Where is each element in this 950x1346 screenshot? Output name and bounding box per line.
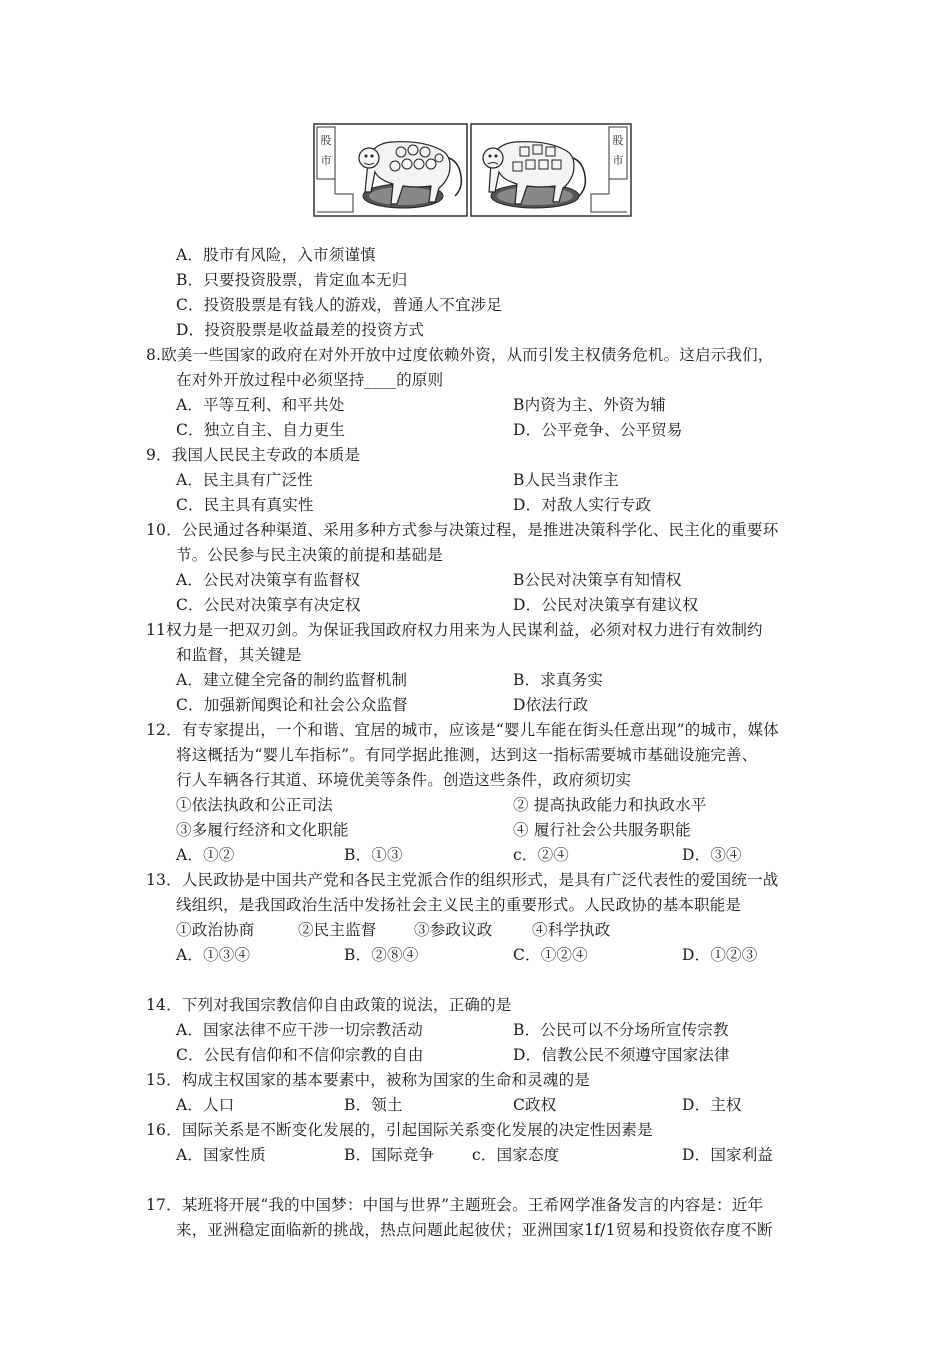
q14-option-c: C．公民有信仰和不信仰宗教的自由 [176, 1046, 424, 1064]
q14-option-b: B．公民可以不分场所宣传宗教 [513, 1021, 729, 1039]
q13-stem-line1: 13．人民政协是中国共产党和各民主党派合作的组织形式，是具有广泛代表性的爱国统一战 [146, 871, 779, 889]
q14-option-d: D．信教公民不须遵守国家法律 [513, 1046, 730, 1064]
q9-option-d: D．对敌人实行专政 [513, 496, 652, 514]
q12-stem-line3: 行人车辆各行其道、环境优美等条件。创造这些条件，政府须切实 [176, 771, 632, 789]
q16-option-b: B．国际竞争 [344, 1146, 435, 1164]
q16-option-c: c．国家态度 [472, 1146, 560, 1164]
q13-statement-4: ④科学执政 [532, 921, 611, 939]
q12-option-a: A．①② [176, 846, 235, 864]
stock-market-cartoon [313, 122, 633, 218]
q9-option-a: A．民主具有广泛性 [176, 471, 313, 489]
q13-stem-line2: 线组织，是我国政治生活中发扬社会主义民主的重要形式。人民政协的基本职能是 [176, 896, 742, 914]
q9-option-c: C．民主具有真实性 [176, 496, 314, 514]
q15-stem: 15．构成主权国家的基本要素中，被称为国家的生命和灵魂的是 [146, 1071, 591, 1089]
q14-stem: 14．下列对我国宗教信仰自由政策的说法，正确的是 [146, 996, 512, 1014]
q17-stem-line2: 来，亚洲稳定面临新的挑战，热点问题此起彼伏；亚洲国家1f/1贸易和投资依存度不断 [176, 1221, 773, 1239]
right-panel-label: 股市 [612, 134, 624, 167]
q12-statement-1: ①依法执政和公正司法 [176, 796, 334, 814]
q10-option-a: A．公民对决策享有监督权 [176, 571, 361, 589]
q11-stem-line2: 和监督，其关键是 [176, 646, 302, 664]
q13-option-d: D．①②③ [682, 946, 758, 964]
q12-option-c: c．②④ [513, 846, 569, 864]
q16-option-a: A．国家性质 [176, 1146, 266, 1164]
q11-option-b: B．求真务实 [513, 671, 604, 689]
q17-stem-line1: 17．某班将开展“我的中国梦：中国与世界”主题班会。王希网学准备发言的内容是：近年 [146, 1196, 764, 1214]
q8-stem-line2: 在对外开放过程中必须坚持____的原则 [176, 371, 444, 389]
q11-option-c: C．加强新闻舆论和社会公众监督 [176, 696, 408, 714]
q10-option-c: C．公民对决策享有决定权 [176, 596, 361, 614]
q13-option-b: B．②⑧④ [344, 946, 419, 964]
q12-stem-line1: 12．有专家提出，一个和谐、宜居的城市，应该是“婴儿车能在街头任意出现”的城市，媒体 [146, 721, 779, 739]
q13-option-c: C．①②④ [513, 946, 588, 964]
q12-statement-4: ④ 履行社会公共服务职能 [513, 821, 691, 839]
q13-statement-2: ②民主监督 [298, 921, 377, 939]
q7-option-d: D．投资股票是收益最差的投资方式 [176, 321, 425, 339]
q13-option-a: A．①③④ [176, 946, 251, 964]
q14-option-a: A．国家法律不应干涉一切宗教活动 [176, 1021, 423, 1039]
q11-stem-line1: 11权力是一把双刃剑。为保证我国政府权力用来为人民谋利益，必须对权力进行有效制约 [146, 621, 763, 639]
q10-option-d: D．公民对决策享有建议权 [513, 596, 699, 614]
q8-option-d: D．公平竞争、公平贸易 [513, 421, 683, 439]
q12-option-b: B．①③ [344, 846, 403, 864]
q15-option-c: C政权 [513, 1096, 557, 1114]
q10-option-b: B公民对决策享有知情权 [513, 571, 682, 589]
q9-option-b: B人民当隶作主 [513, 471, 619, 489]
q7-option-b: B．只要投资股票，肯定血本无归 [176, 271, 408, 289]
q15-option-a: A．人口 [176, 1096, 235, 1114]
q9-stem: 9．我国人民民主专政的本质是 [146, 446, 361, 464]
q8-option-c: C．独立自主、自力更生 [176, 421, 346, 439]
q13-statement-3: ③参政议政 [414, 921, 493, 939]
q15-option-d: D．主权 [682, 1096, 742, 1114]
q12-option-d: D．③④ [682, 846, 742, 864]
q15-option-b: B．领土 [344, 1096, 403, 1114]
q10-stem-line1: 10．公民通过各种渠道、采用多种方式参与决策过程，是推进决策科学化、民主化的重要环 [146, 521, 779, 539]
q16-stem: 16．国际关系是不断变化发展的，引起国际关系变化发展的决定性因素是 [146, 1121, 653, 1139]
q7-option-a: A．股市有风险，入市须谨慎 [176, 246, 376, 264]
q13-statement-1: ①政治协商 [176, 921, 255, 939]
q12-statement-3: ③多履行经济和文化职能 [176, 821, 349, 839]
left-panel-label: 股市 [320, 134, 332, 167]
q12-stem-line2: 将这概括为“婴儿车指标”。有同学据此推测，达到这一指标需要城市基础设施完善、 [176, 746, 758, 764]
q12-statement-2: ② 提高执政能力和执政水平 [513, 796, 707, 814]
q7-option-c: C．投资股票是有钱人的游戏，普通人不宜涉足 [176, 296, 503, 314]
q11-option-a: A．建立健全完备的制约监督机制 [176, 671, 408, 689]
q16-option-d: D．国家利益 [682, 1146, 774, 1164]
q8-option-b: B内资为主、外资为辅 [513, 396, 666, 414]
q8-stem-line1: 8.欧美一些国家的政府在对外开放中过度依赖外资，从而引发主权债务危机。这启示我们， [146, 346, 774, 364]
q10-stem-line2: 节。公民参与民主决策的前提和基础是 [176, 546, 443, 564]
q11-option-d: D依法行政 [513, 696, 589, 714]
q8-option-a: A．平等互利、和平共处 [176, 396, 345, 414]
